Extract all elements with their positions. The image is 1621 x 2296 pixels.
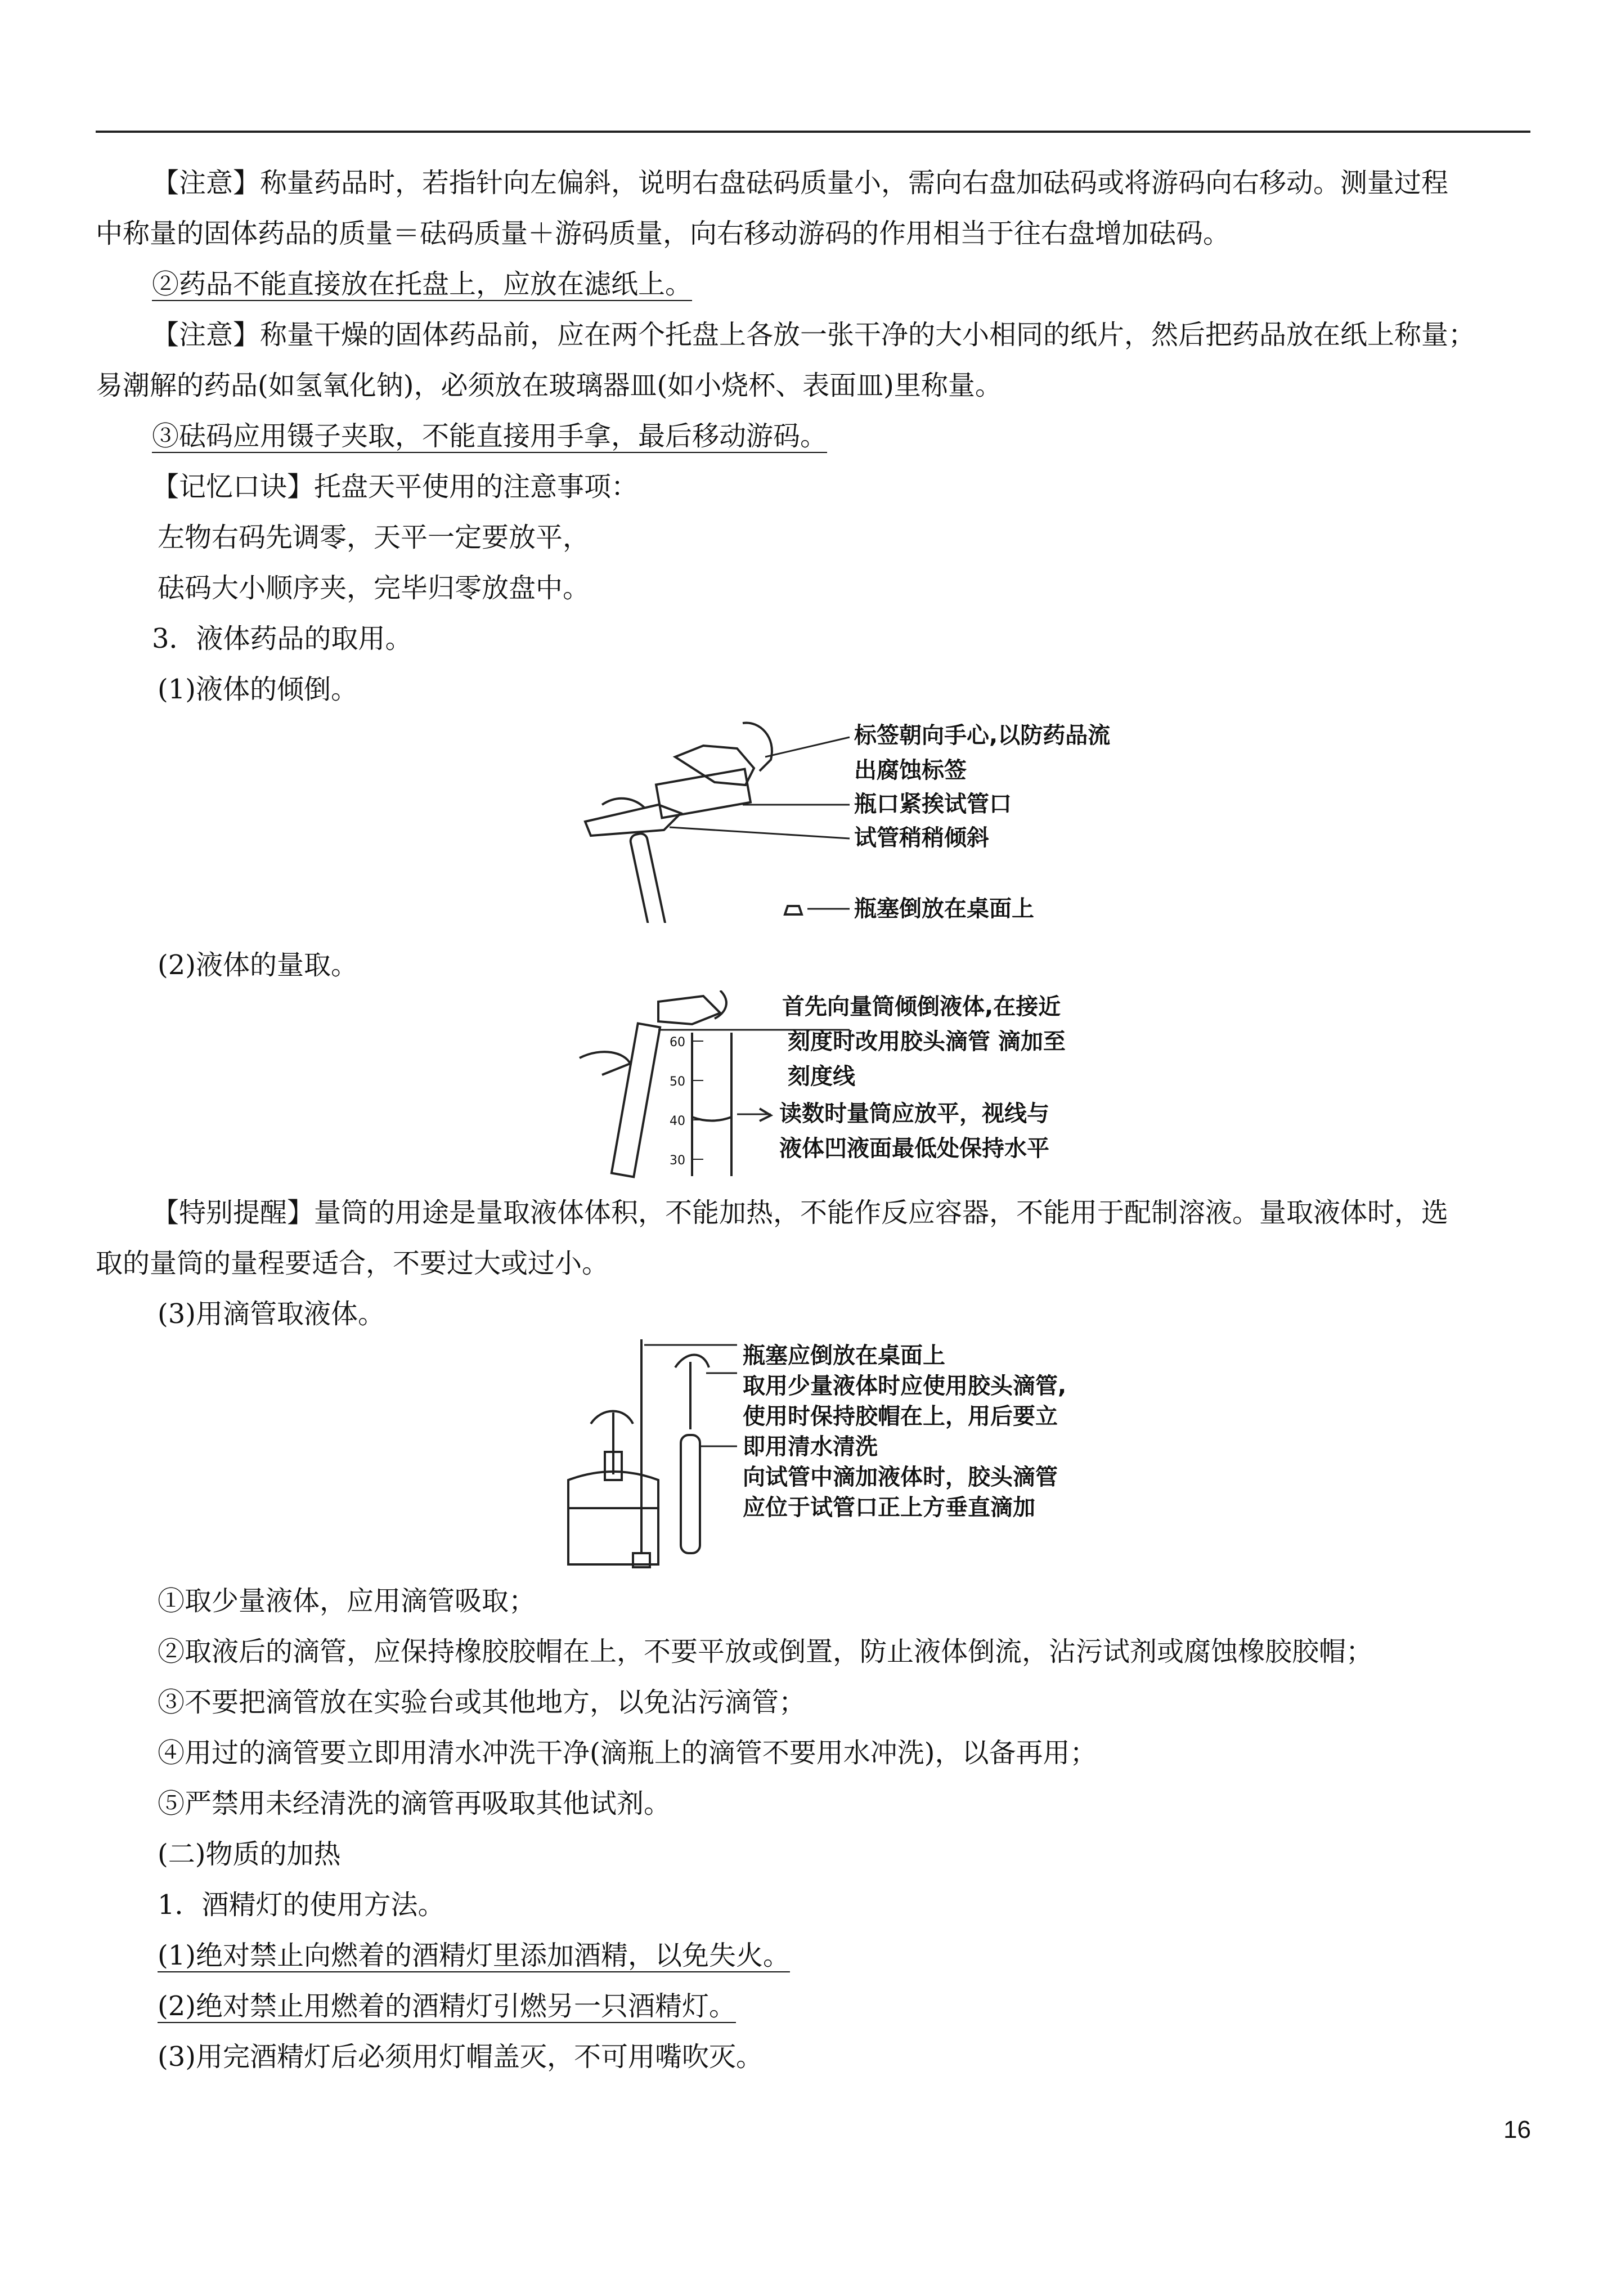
measure-tick-60: 60 xyxy=(670,1035,685,1050)
pour-label-4: 试管稍稍倾斜 xyxy=(854,825,989,851)
pour-label-5: 瓶塞倒放在桌面上 xyxy=(854,896,1034,922)
dropper-label-6: 应位于试管口正上方垂直滴加 xyxy=(743,1495,1035,1521)
page-number: 16 xyxy=(1503,2116,1531,2143)
pour-title: (1)液体的倾倒。 xyxy=(158,674,358,705)
reminder-line1: 【特别提醒】量筒的用途是量取液体体积，不能加热，不能作反应容器，不能用于配制溶液。量取液体时，选 xyxy=(152,1197,1449,1228)
measure-figure xyxy=(96,990,1530,1182)
mnemonic-title: 【记忆口诀】托盘天平使用的注意事项： xyxy=(152,471,639,503)
dropper-title: (3)用滴管取液体。 xyxy=(158,1298,385,1330)
pour-label-3: 瓶口紧挨试管口 xyxy=(854,791,1012,817)
dropper-point-2: ②取液后的滴管，应保持橡胶胶帽在上，不要平放或倒置，防止液体倒流，沾污试剂或腐蚀橡胶胶帽； xyxy=(158,1636,1373,1667)
heating-item-3: (3)用完酒精灯后必须用灯帽盖灭，不可用嘴吹灭。 xyxy=(158,2041,763,2073)
heating-title: (二)物质的加热 xyxy=(158,1838,341,1870)
note1-line1: 【注意】称量药品时，若指针向左偏斜，说明右盘砝码质量小，需向右盘加砝码或将游码向右移动。测量过程 xyxy=(152,167,1449,199)
item3-text: ③砝码应用镊子夹取，不能直接用手拿，最后移动游码。 xyxy=(152,420,828,452)
dropper-point-5: ⑤严禁用未经清洗的滴管再吸取其他试剂。 xyxy=(158,1788,671,1819)
measure-tick-40: 40 xyxy=(670,1114,685,1128)
item2-text: ②药品不能直接放在托盘上，应放在滤纸上。 xyxy=(152,268,693,300)
heating-item-1: (1)绝对禁止向燃着的酒精灯里添加酒精，以免失火。 xyxy=(158,1940,790,1971)
page-content xyxy=(96,158,1530,2082)
mnemonic-line1: 左物右码先调零，天平一定要放平， xyxy=(158,522,590,553)
section3-title: 3．液体药品的取用。 xyxy=(152,623,412,654)
dropper-point-4: ④用过的滴管要立即用清水冲洗干净(滴瓶上的滴管不要用水冲洗)，以备再用； xyxy=(158,1737,1097,1769)
measure-title: (2)液体的量取。 xyxy=(158,949,358,981)
measure-tick-50: 50 xyxy=(670,1075,685,1089)
reminder-line2: 取的量筒的量程要适合，不要过大或过小。 xyxy=(96,1248,609,1279)
dropper-figure xyxy=(96,1339,1530,1576)
measure-label-2: 刻度时改用胶头滴管 滴加至 xyxy=(788,1029,1066,1055)
pour-label-1: 标签朝向手心,以防药品流 xyxy=(854,723,1111,748)
pour-illustration xyxy=(96,715,1530,923)
measure-label-5: 液体凹液面最低处保持水平 xyxy=(779,1136,1049,1162)
measure-label-1: 首先向量筒倾倒液体,在接近 xyxy=(782,994,1061,1020)
pour-figure xyxy=(96,715,1530,923)
header-rule xyxy=(96,131,1530,133)
mnemonic-line2: 砝码大小顺序夹，完毕归零放盘中。 xyxy=(158,572,590,604)
dropper-label-2: 取用少量液体时应使用胶头滴管, xyxy=(743,1373,1067,1399)
pour-label-2: 出腐蚀标签 xyxy=(854,757,967,783)
dropper-label-4: 即用清水清洗 xyxy=(743,1434,878,1460)
note2-line1: 【注意】称量干燥的固体药品前，应在两个托盘上各放一张干净的大小相同的纸片，然后把药品放在纸上称量； xyxy=(152,319,1476,351)
dropper-label-3: 使用时保持胶帽在上，用后要立 xyxy=(743,1403,1058,1429)
measure-label-4: 读数时量筒应放平，视线与 xyxy=(779,1101,1049,1127)
note2-line2: 易潮解的药品(如氢氧化钠)，必须放在玻璃器皿(如小烧杯、表面皿)里称量。 xyxy=(96,370,1002,401)
measure-label-3: 刻度线 xyxy=(788,1064,855,1089)
heating-subtitle: 1．酒精灯的使用方法。 xyxy=(158,1889,445,1921)
heating-item-2: (2)绝对禁止用燃着的酒精灯引燃另一只酒精灯。 xyxy=(158,1990,736,2022)
note1-line2: 中称量的固体药品的质量＝砝码质量＋游码质量，向右移动游码的作用相当于往右盘增加砝码。 xyxy=(96,218,1231,249)
dropper-point-1: ①取少量液体，应用滴管吸取； xyxy=(158,1585,536,1617)
dropper-label-5: 向试管中滴加液体时，胶头滴管 xyxy=(743,1464,1058,1490)
dropper-point-3: ③不要把滴管放在实验台或其他地方，以免沾污滴管； xyxy=(158,1687,806,1718)
measure-tick-30: 30 xyxy=(670,1154,685,1168)
dropper-label-1: 瓶塞应倒放在桌面上 xyxy=(743,1343,945,1369)
